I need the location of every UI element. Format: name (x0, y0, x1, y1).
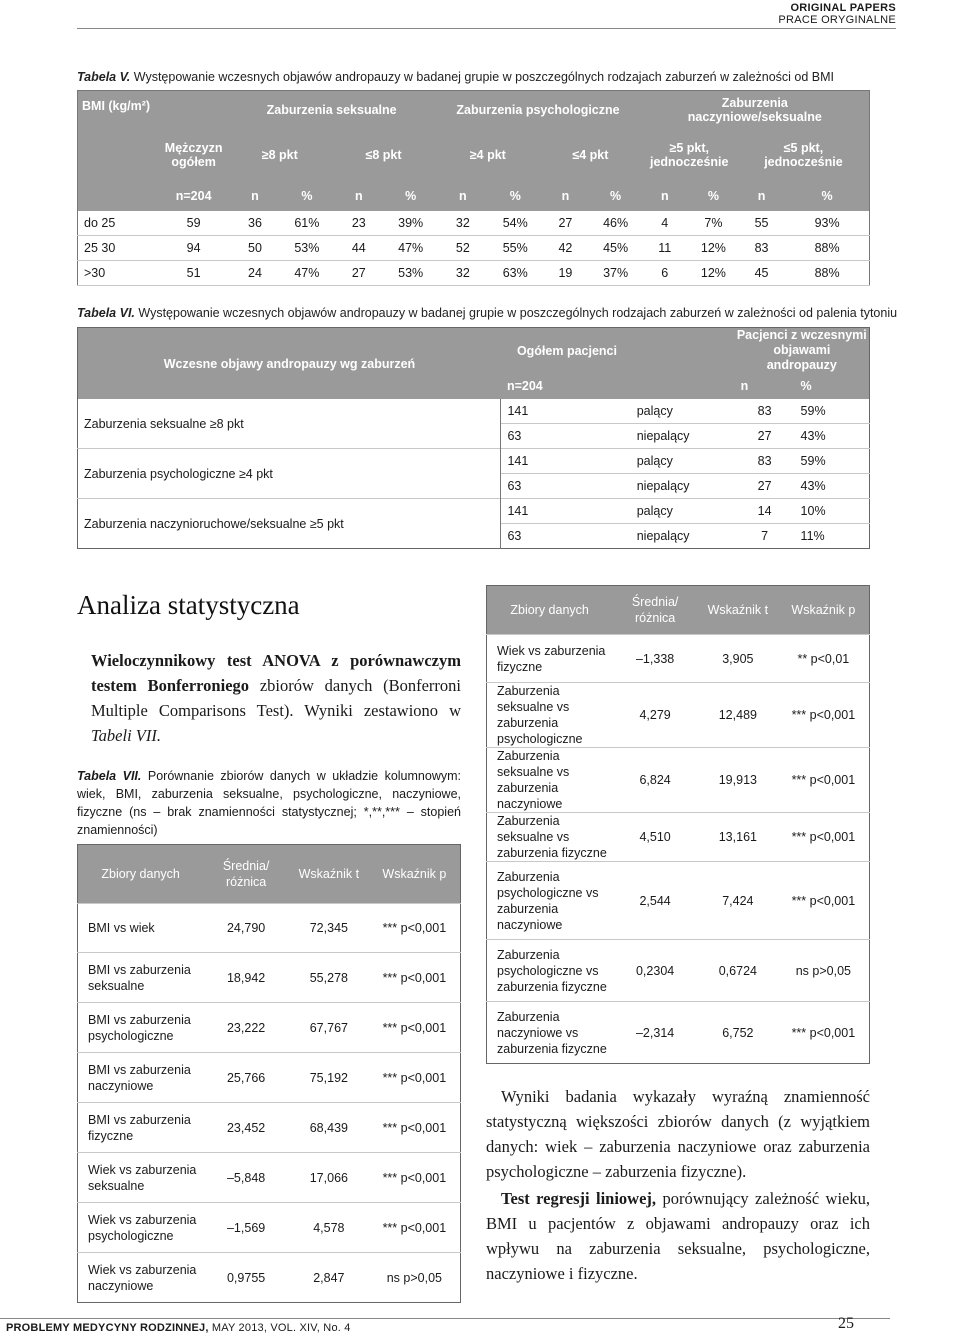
table7-set-name: BMI vs zaburzenia psychologiczne (78, 1003, 204, 1053)
table5-cell: 32 (435, 211, 490, 236)
table5-cell: 36 (228, 211, 282, 236)
table7-cell: 75,192 (289, 1053, 369, 1103)
table7-row (78, 1203, 461, 1253)
table6-header-total: Ogółem pacjenci (501, 328, 735, 374)
table5-cell: 19 (540, 260, 590, 285)
table7-set-name: Wiek vs zaburzenia naczyniowe (78, 1253, 204, 1303)
table6-cell: palący (636, 404, 673, 418)
table8-row (487, 635, 870, 683)
table5-header-le5: ≤5 pkt, jednocześnie (738, 129, 870, 181)
table7-cell: *** p<0,001 (369, 1153, 461, 1203)
table5-cell: 39% (386, 211, 436, 236)
table7-cell: 72,345 (289, 904, 369, 953)
table5-header-pct: % (490, 181, 540, 211)
table8-cell: 19,913 (698, 748, 778, 813)
table6-cell: 141 (507, 404, 529, 418)
table7-cell: 23,222 (203, 1003, 289, 1053)
table5-cell: 12% (689, 260, 738, 285)
table6 (77, 327, 870, 549)
table7-cell: –5,848 (203, 1153, 289, 1203)
table5-header-men: Mężczyzn ogółem (159, 129, 227, 181)
table5-row-label: do 25 (78, 211, 160, 236)
table7c-header-t: Wskaźnik t (698, 586, 778, 635)
table8-cell: 4,279 (612, 683, 698, 748)
table5-caption-text: Występowanie wczesnych objawów andropauzy w badanej grupie w poszczególnych rodzajach zaburzeń w zależności od BMI (133, 70, 835, 84)
table6-cell: palący (631, 449, 735, 474)
table7-cell: *** p<0,001 (369, 953, 461, 1003)
table5-header-pct: % (689, 181, 738, 211)
table8-cell: *** p<0,001 (778, 1002, 870, 1064)
table5-cell: 7% (689, 211, 738, 236)
table6-cell: 27 (735, 424, 795, 449)
table7-set-name: BMI vs zaburzenia fizyczne (78, 1103, 204, 1153)
table5-cell: 52 (435, 235, 490, 260)
table5-cell: 23 (332, 211, 386, 236)
table5 (77, 90, 870, 286)
running-header (778, 2, 896, 26)
table5-header-vascular: Zaburzenia naczyniowe/seksualne (641, 91, 870, 129)
table6-cell: niepalący (631, 424, 735, 449)
table7-cell: 0,9755 (203, 1253, 289, 1303)
table6-cell: 59% (800, 404, 826, 418)
table6-cell: 63 (501, 474, 631, 499)
stats-paragraph: Wieloczynnikowy test ANOVA z porównawczym testem Bonferroniego zbiorów danych (Bonferroni Multiple Comparisons Test). Wyniki zestawiono w Tabeli VII. (91, 651, 461, 745)
table7-header-t: Wskaźnik t (289, 845, 369, 904)
table6-group-label: Zaburzenia psychologiczne ≥4 pkt (78, 449, 501, 499)
table7-cell: 2,847 (289, 1253, 369, 1303)
table8-cell: 6,824 (612, 748, 698, 813)
table7-cell: *** p<0,001 (369, 1103, 461, 1153)
table8-cell: –1,338 (612, 635, 698, 683)
table6-body (78, 399, 870, 549)
table7-row (78, 953, 461, 1003)
table5-cell: 50 (228, 235, 282, 260)
table7-cell: ns p>0,05 (369, 1253, 461, 1303)
table6-cell: 141 (501, 499, 631, 524)
table6-row (78, 399, 870, 424)
table8-set-name: Zaburzenia psychologiczne vs zaburzenia naczyniowe (487, 862, 613, 940)
table5-cell: 55% (490, 235, 540, 260)
table7-set-name: BMI vs zaburzenia naczyniowe (78, 1053, 204, 1103)
table5-label: Tabela V. (77, 70, 131, 84)
table7-cell: 25,766 (203, 1053, 289, 1103)
table7-header-p: Wskaźnik p (369, 845, 461, 904)
table7 (77, 844, 461, 1303)
table8-row (487, 683, 870, 748)
table6-row (78, 499, 870, 524)
table6-caption-text: Występowanie wczesnych objawów andropauzy w badanej grupie w poszczególnych rodzajach zaburzeń w zależności od palenia tytoniu (138, 306, 898, 320)
table6-cell: 63 (501, 424, 631, 449)
table8-set-name: Zaburzenia naczyniowe vs zaburzenia fizyczne (487, 1002, 613, 1064)
table6-header-main: Wczesne objawy andropauzy wg zaburzeń (78, 328, 501, 400)
table7-cell: –1,569 (203, 1203, 289, 1253)
table7c-header-sets: Zbiory danych (487, 586, 613, 635)
table5-cell: 45% (591, 235, 641, 260)
table5-cell: 61% (282, 211, 332, 236)
table8-cell: 4,510 (612, 813, 698, 862)
table7-set-name: Wiek vs zaburzenia seksualne (78, 1153, 204, 1203)
table8-cell: 2,544 (612, 862, 698, 940)
table5-body (78, 211, 870, 286)
table8-row (487, 813, 870, 862)
table7-row (78, 1153, 461, 1203)
table7-cell: 17,066 (289, 1153, 369, 1203)
table5-header-psych: Zaburzenia psychologiczne (435, 91, 640, 129)
page-number: 25 (838, 1315, 854, 1332)
table7-cell: 67,767 (289, 1003, 369, 1053)
table5-caption (77, 70, 834, 84)
table5-cell: 45 (738, 260, 785, 285)
table5-cell: 88% (785, 235, 869, 260)
table6-cell: 141 (501, 449, 631, 474)
table7-body (78, 904, 461, 1303)
table8-set-name: Wiek vs zaburzenia fizyczne (487, 635, 613, 683)
table6-label: Tabela VI. (77, 306, 135, 320)
table7-row (78, 1003, 461, 1053)
table7-cell: 18,942 (203, 953, 289, 1003)
table7-cell: *** p<0,001 (369, 1003, 461, 1053)
table8-cell: *** p<0,001 (778, 683, 870, 748)
table7-header-sets: Zbiory danych (78, 845, 204, 904)
table8-row (487, 940, 870, 1002)
table8-cell: *** p<0,001 (778, 862, 870, 940)
table5-cell: 4 (641, 211, 689, 236)
table8-cell: 7,424 (698, 862, 778, 940)
table6-header-n: n (735, 373, 795, 399)
table8-cell: *** p<0,001 (778, 748, 870, 813)
table7-continued-body (487, 635, 870, 1064)
table5-cell: 11 (641, 235, 689, 260)
table7c-header-p: Wskaźnik p (778, 586, 870, 635)
table6-cell: niepalący (631, 524, 735, 549)
table7-header-mean: Średnia/ różnica (203, 845, 289, 904)
table6-cell: 83 (757, 404, 772, 418)
table5-cell: 6 (641, 260, 689, 285)
table5-cell: 47% (386, 235, 436, 260)
table5-header-sexual: Zaburzenia seksualne (228, 91, 436, 129)
table5-row-label: >30 (78, 260, 160, 285)
table7c-header-mean: Średnia/ różnica (612, 586, 698, 635)
table7-continued (486, 585, 870, 1064)
table7-cell: 4,578 (289, 1203, 369, 1253)
table6-cell: 7 (735, 524, 795, 549)
table5-header-n: n (540, 181, 590, 211)
table5-cell: 63% (490, 260, 540, 285)
table5-header-pct: % (282, 181, 332, 211)
table6-header-pct: % (795, 373, 870, 399)
table8-set-name: Zaburzenia seksualne vs zaburzenia psychologiczne (487, 683, 613, 748)
table6-cell: niepalący (631, 474, 735, 499)
table7-row (78, 1103, 461, 1153)
table5-header-n: n (435, 181, 490, 211)
table7-cell: *** p<0,001 (369, 1203, 461, 1253)
section-heading: Analiza statystyczna (77, 590, 300, 620)
table5-cell: 51 (159, 260, 227, 285)
table5-cell: 59 (159, 211, 227, 236)
table6-cell: 83 (735, 449, 795, 474)
table6-cell: 43% (795, 424, 870, 449)
table6-header-early: Pacjenci z wczesnymi objawami andropauzy (735, 328, 870, 374)
table8-row (487, 748, 870, 813)
results-paragraph (486, 1084, 870, 1286)
table5-row-label: 25 30 (78, 235, 160, 260)
table6-cell: 14 (735, 499, 795, 524)
table7-set-name: Wiek vs zaburzenia psychologiczne (78, 1203, 204, 1253)
table5-cell: 32 (435, 260, 490, 285)
table6-caption (77, 306, 897, 320)
table7-cell: 68,439 (289, 1103, 369, 1153)
table6-cell: 59% (795, 449, 870, 474)
table5-header-ge4: ≥4 pkt (435, 129, 540, 181)
table5-cell: 93% (785, 211, 869, 236)
table5-cell: 12% (689, 235, 738, 260)
table5-cell: 47% (282, 260, 332, 285)
table8-row (487, 1002, 870, 1064)
header-rule (77, 28, 896, 29)
footer-issue: MAY 2013, VOL. XIV, No. 4 (208, 1322, 351, 1334)
table5-header-pct: % (591, 181, 641, 211)
table5-cell: 54% (490, 211, 540, 236)
table6-cell: 11% (795, 524, 870, 549)
table8-cell: *** p<0,001 (778, 813, 870, 862)
table6-group-label: Zaburzenia naczynioruchowe/seksualne ≥5 pkt (78, 499, 501, 549)
table5-header-ge5: ≥5 pkt, jednocześnie (641, 129, 738, 181)
table5-cell: 94 (159, 235, 227, 260)
table8-cell: 3,905 (698, 635, 778, 683)
table6-cell: 43% (795, 474, 870, 499)
table5-row (78, 211, 870, 236)
table8-cell: ** p<0,01 (778, 635, 870, 683)
table6-row (78, 449, 870, 474)
table6-cell: palący (631, 499, 735, 524)
table6-cell: 10% (795, 499, 870, 524)
table5-header-n: n (738, 181, 785, 211)
table7-caption: Tabela VII. Porównanie zbiorów danych w układzie kolumnowym: wiek, BMI, zaburzenia seksualne, psychologiczne, naczyniowe, fizyczne (ns – brak znamienności statystycznej; *,**,*** – stopień znamienności) (77, 769, 461, 837)
table8-cell: 12,489 (698, 683, 778, 748)
table5-header-pct: % (386, 181, 436, 211)
table5-cell: 53% (386, 260, 436, 285)
table5-cell: 83 (738, 235, 785, 260)
table8-cell: 6,752 (698, 1002, 778, 1064)
table6-group-label: Zaburzenia seksualne ≥8 pkt (78, 399, 501, 449)
table7-cell: *** p<0,001 (369, 904, 461, 953)
table8-set-name: Zaburzenia seksualne vs zaburzenia naczyniowe (487, 748, 613, 813)
table5-cell: 42 (540, 235, 590, 260)
table8-cell: ns p>0,05 (778, 940, 870, 1002)
table5-header-pct: % (785, 181, 869, 211)
table5-header-n: n (228, 181, 282, 211)
table7-cell: 24,790 (203, 904, 289, 953)
table8-set-name: Zaburzenia psychologiczne vs zaburzenia fizyczne (487, 940, 613, 1002)
table5-cell: 55 (738, 211, 785, 236)
table5-cell: 44 (332, 235, 386, 260)
table5-cell: 88% (785, 260, 869, 285)
table5-header-le4: ≤4 pkt (540, 129, 640, 181)
footer-journal: PROBLEMY MEDYCYNY RODZINNEJ, (6, 1322, 209, 1334)
table7-label: Tabela VII. (77, 769, 142, 783)
table7-set-name: BMI vs zaburzenia seksualne (78, 953, 204, 1003)
table8-row (487, 862, 870, 940)
table8-set-name: Zaburzenia seksualne vs zaburzenia fizyczne (487, 813, 613, 862)
table5-cell: 24 (228, 260, 282, 285)
table5-cell: 46% (591, 211, 641, 236)
table7-cell: *** p<0,001 (369, 1053, 461, 1103)
table5-cell: 27 (540, 211, 590, 236)
table7-set-name: BMI vs wiek (78, 904, 204, 953)
footer (6, 1322, 351, 1334)
table7-cell: 55,278 (289, 953, 369, 1003)
results-paragraph-2: Test regresji liniowej, porównujący zależność wieku, BMI u pacjentów z objawami andropauzy oraz ich wpływu na zaburzenia seksualne, psychologiczne, naczyniowe i fizyczne. (486, 1189, 870, 1283)
footer-rule (0, 1318, 890, 1319)
table5-cell: 37% (591, 260, 641, 285)
table5-header-n: n (332, 181, 386, 211)
table5-cell: 27 (332, 260, 386, 285)
results-paragraph-1: Wyniki badania wykazały wyraźną znamienność statystyczną większości zbiorów danych (z wyjątkiem danych: wiek – zaburzenia naczyniowe oraz zaburzenia psychologiczne – zaburzenia fizyczne). (486, 1087, 870, 1181)
header-line-2: PRACE ORYGINALNE (778, 14, 896, 26)
table5-row (78, 235, 870, 260)
table5-header-n204: n=204 (159, 181, 227, 211)
table6-cell: 27 (735, 474, 795, 499)
table5-header-le8: ≤8 pkt (332, 129, 436, 181)
table5-row (78, 260, 870, 285)
table8-cell: 13,161 (698, 813, 778, 862)
table7-row (78, 1253, 461, 1303)
table7-cell: 23,452 (203, 1103, 289, 1153)
table8-cell: 0,6724 (698, 940, 778, 1002)
table7-row (78, 1053, 461, 1103)
table7-row (78, 904, 461, 953)
table5-cell: 53% (282, 235, 332, 260)
table8-cell: –2,314 (612, 1002, 698, 1064)
table6-cell: 63 (501, 524, 631, 549)
table6-header-n204: n=204 (501, 373, 735, 399)
table5-header-n: n (641, 181, 689, 211)
header-line-1: ORIGINAL PAPERS (790, 2, 896, 14)
table5-header-bmi: BMI (kg/m²) (78, 91, 160, 181)
table8-cell: 0,2304 (612, 940, 698, 1002)
table5-header-ge8: ≥8 pkt (228, 129, 332, 181)
